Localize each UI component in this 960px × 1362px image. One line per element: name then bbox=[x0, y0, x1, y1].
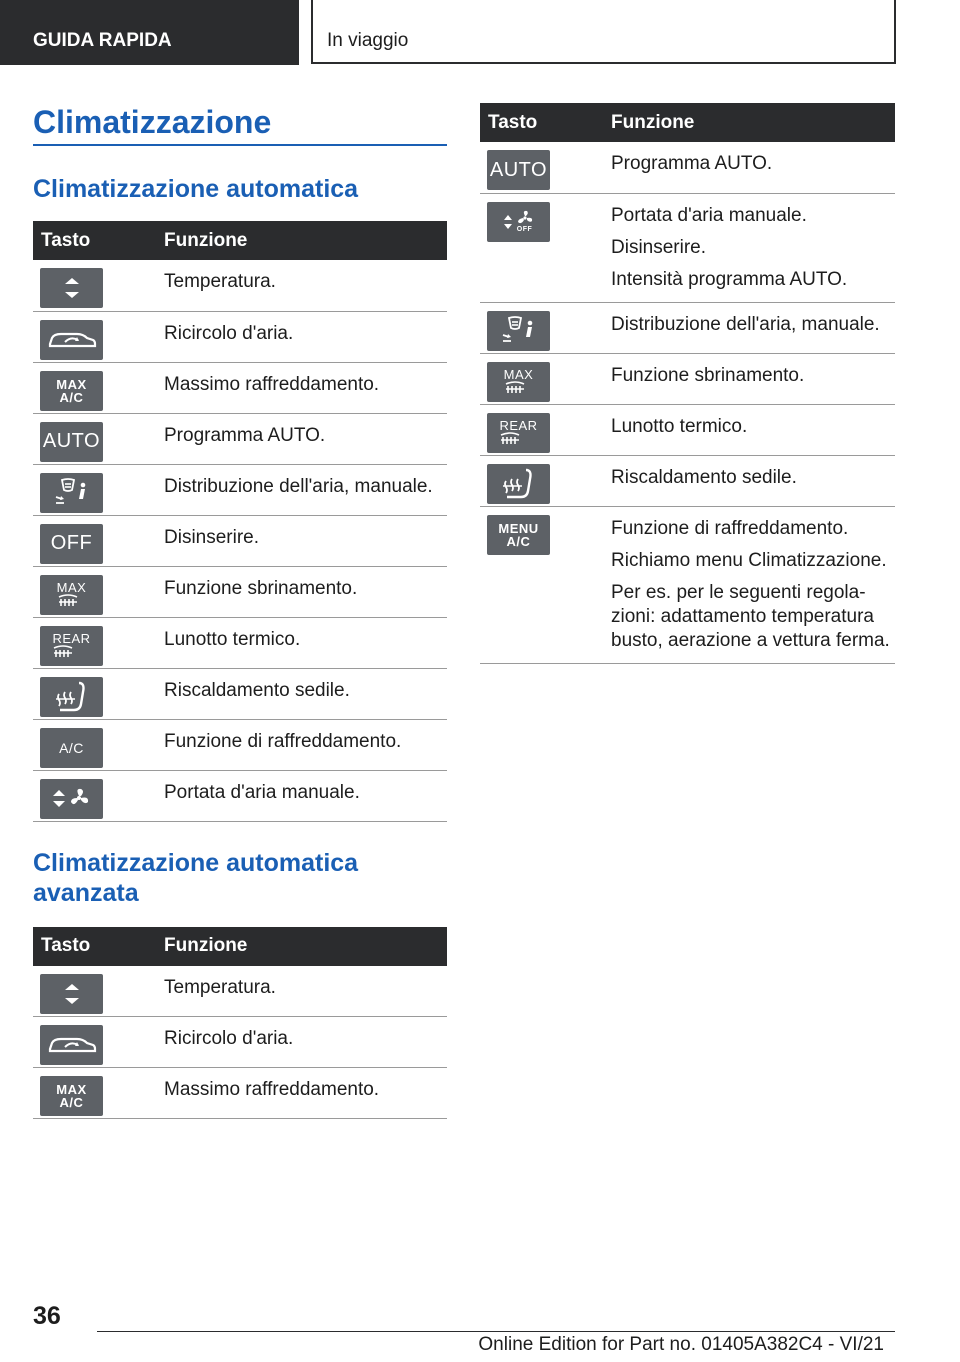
edition-text: Online Edition for Part no. 01405A382C4 - VI/21 bbox=[478, 1334, 884, 1355]
table-row bbox=[33, 1068, 447, 1119]
key-cell bbox=[480, 506, 611, 663]
max-ac-icon: MAX A/C bbox=[40, 1076, 103, 1116]
table-row bbox=[33, 617, 447, 668]
function-text: Richiamo menu Climatizzazione. bbox=[611, 549, 887, 571]
table-row bbox=[33, 362, 447, 413]
fan-arrows-icon bbox=[40, 779, 103, 819]
off-icon: OFF bbox=[40, 524, 103, 564]
air-distribution-icon bbox=[487, 311, 550, 351]
function-text: Massimo raffreddamento. bbox=[164, 1079, 380, 1100]
function-cell bbox=[164, 966, 447, 1017]
function-cell bbox=[611, 506, 895, 663]
function-text: Funzione di raffreddamento. bbox=[611, 517, 849, 539]
key-cell bbox=[480, 142, 611, 193]
key-cell bbox=[33, 515, 164, 566]
function-text: Ricircolo d'aria. bbox=[164, 1028, 294, 1049]
function-text: Funzione di raffreddamento. bbox=[164, 730, 402, 752]
function-text: Lunotto termico. bbox=[164, 628, 301, 650]
recirculation-car-icon bbox=[40, 320, 103, 360]
table-row bbox=[480, 455, 895, 506]
section-tab bbox=[0, 0, 299, 65]
table-row bbox=[33, 719, 447, 770]
key-cell bbox=[33, 617, 164, 668]
table-row bbox=[480, 142, 895, 193]
function-text: Temperatura. bbox=[164, 271, 276, 292]
table-row bbox=[480, 404, 895, 455]
key-cell bbox=[480, 302, 611, 353]
table-row bbox=[480, 193, 895, 302]
function-cell bbox=[611, 302, 895, 353]
page-number: 36 bbox=[33, 1302, 61, 1330]
key-cell bbox=[480, 404, 611, 455]
function-text: Intensità programma AUTO. bbox=[611, 268, 848, 290]
function-cell bbox=[164, 413, 447, 464]
function-text: Disinserire. bbox=[611, 236, 707, 258]
chapter-tab bbox=[311, 0, 896, 64]
max-defrost-icon: MAX bbox=[487, 362, 550, 402]
key-cell bbox=[33, 719, 164, 770]
table-automatic bbox=[33, 221, 447, 822]
function-cell bbox=[164, 515, 447, 566]
auto-icon: AUTO bbox=[40, 422, 103, 462]
temperature-arrows-icon bbox=[40, 974, 103, 1014]
function-cell bbox=[164, 1017, 447, 1068]
table-row bbox=[480, 506, 895, 663]
function-text: Distribuzione dell'aria, manuale. bbox=[611, 313, 880, 335]
max-defrost-icon: MAX bbox=[40, 575, 103, 615]
key-cell bbox=[33, 1017, 164, 1068]
col-func-header: Funzione bbox=[164, 221, 447, 260]
table-row bbox=[33, 1017, 447, 1068]
key-cell bbox=[480, 353, 611, 404]
key-cell bbox=[33, 311, 164, 362]
table-row bbox=[480, 302, 895, 353]
col-func-header: Funzione bbox=[611, 103, 895, 142]
function-cell bbox=[164, 311, 447, 362]
function-text: Riscaldamento sedile. bbox=[164, 679, 350, 701]
function-cell bbox=[611, 404, 895, 455]
page-title: Climatizzazione bbox=[33, 100, 447, 146]
max-ac-icon: MAX A/C bbox=[40, 371, 103, 411]
key-cell bbox=[33, 260, 164, 311]
function-cell bbox=[164, 464, 447, 515]
table-row bbox=[33, 566, 447, 617]
key-cell bbox=[33, 413, 164, 464]
function-cell bbox=[164, 719, 447, 770]
table-row bbox=[33, 413, 447, 464]
table-row bbox=[33, 770, 447, 821]
table-advanced-continued bbox=[480, 103, 895, 664]
function-text: Portata d'aria manuale. bbox=[164, 781, 360, 803]
table-row bbox=[33, 260, 447, 311]
menu-ac-icon: MENU A/C bbox=[487, 515, 550, 555]
function-text: Programma AUTO. bbox=[611, 153, 773, 174]
air-distribution-icon bbox=[40, 473, 103, 513]
function-cell bbox=[611, 193, 895, 302]
ac-icon: A/C bbox=[40, 728, 103, 768]
function-cell bbox=[164, 362, 447, 413]
function-cell bbox=[611, 142, 895, 193]
function-text: Temperatura. bbox=[164, 976, 276, 998]
footer-divider bbox=[97, 1331, 895, 1332]
key-cell bbox=[33, 362, 164, 413]
function-cell bbox=[164, 260, 447, 311]
function-text: Funzione sbrinamento. bbox=[611, 364, 805, 386]
key-cell bbox=[33, 464, 164, 515]
table-row bbox=[33, 966, 447, 1017]
table-row bbox=[33, 311, 447, 362]
key-cell bbox=[480, 193, 611, 302]
function-cell bbox=[611, 353, 895, 404]
col-key-header: Tasto bbox=[33, 221, 164, 260]
key-cell bbox=[33, 1068, 164, 1119]
function-text: Ricircolo d'aria. bbox=[164, 322, 294, 344]
function-text: Disinserire. bbox=[164, 526, 260, 548]
col-key-header: Tasto bbox=[33, 927, 164, 966]
rear-defrost-icon: REAR bbox=[40, 626, 103, 666]
key-cell bbox=[33, 966, 164, 1017]
seat-heating-icon bbox=[487, 464, 550, 504]
function-cell bbox=[611, 455, 895, 506]
function-cell bbox=[164, 668, 447, 719]
table-row bbox=[33, 464, 447, 515]
key-cell bbox=[33, 668, 164, 719]
function-text: Portata d'aria manuale. bbox=[611, 204, 807, 226]
function-text: Distribuzione dell'aria, manuale. bbox=[164, 475, 433, 497]
function-text: Lunotto termico. bbox=[611, 415, 748, 437]
auto-icon: AUTO bbox=[487, 150, 550, 190]
function-text: Per es. per le seguenti regola-zioni: adattamento temperatura busto, aerazione a vettura ferma. bbox=[611, 581, 890, 651]
function-cell bbox=[164, 1068, 447, 1119]
subtitle-automatic: Climatizzazione automatica bbox=[33, 175, 359, 203]
rear-defrost-icon: REAR bbox=[487, 413, 550, 453]
function-cell bbox=[164, 770, 447, 821]
left-column bbox=[33, 100, 447, 1119]
table-row bbox=[33, 515, 447, 566]
temperature-arrows-icon bbox=[40, 268, 103, 308]
function-text: Massimo raffreddamento. bbox=[164, 373, 380, 395]
key-cell bbox=[33, 770, 164, 821]
subtitle-advanced: Climatizzazione automatica avanzata bbox=[33, 848, 359, 907]
table-row bbox=[480, 353, 895, 404]
key-cell bbox=[480, 455, 611, 506]
function-text: Programma AUTO. bbox=[164, 424, 326, 446]
section-label: GUIDA RAPIDA bbox=[33, 30, 172, 51]
function-cell bbox=[164, 617, 447, 668]
seat-heating-icon bbox=[40, 677, 103, 717]
table-row bbox=[33, 668, 447, 719]
key-cell bbox=[33, 566, 164, 617]
function-text: Funzione sbrinamento. bbox=[164, 577, 358, 599]
fan-off-icon: OFF bbox=[487, 202, 550, 242]
col-func-header: Funzione bbox=[164, 927, 447, 966]
recirculation-car-icon bbox=[40, 1025, 103, 1065]
chapter-label: In viaggio bbox=[327, 30, 409, 51]
table-advanced bbox=[33, 927, 447, 1120]
function-cell bbox=[164, 566, 447, 617]
col-key-header: Tasto bbox=[480, 103, 611, 142]
right-column bbox=[480, 103, 895, 664]
function-text: Riscaldamento sedile. bbox=[611, 466, 797, 488]
